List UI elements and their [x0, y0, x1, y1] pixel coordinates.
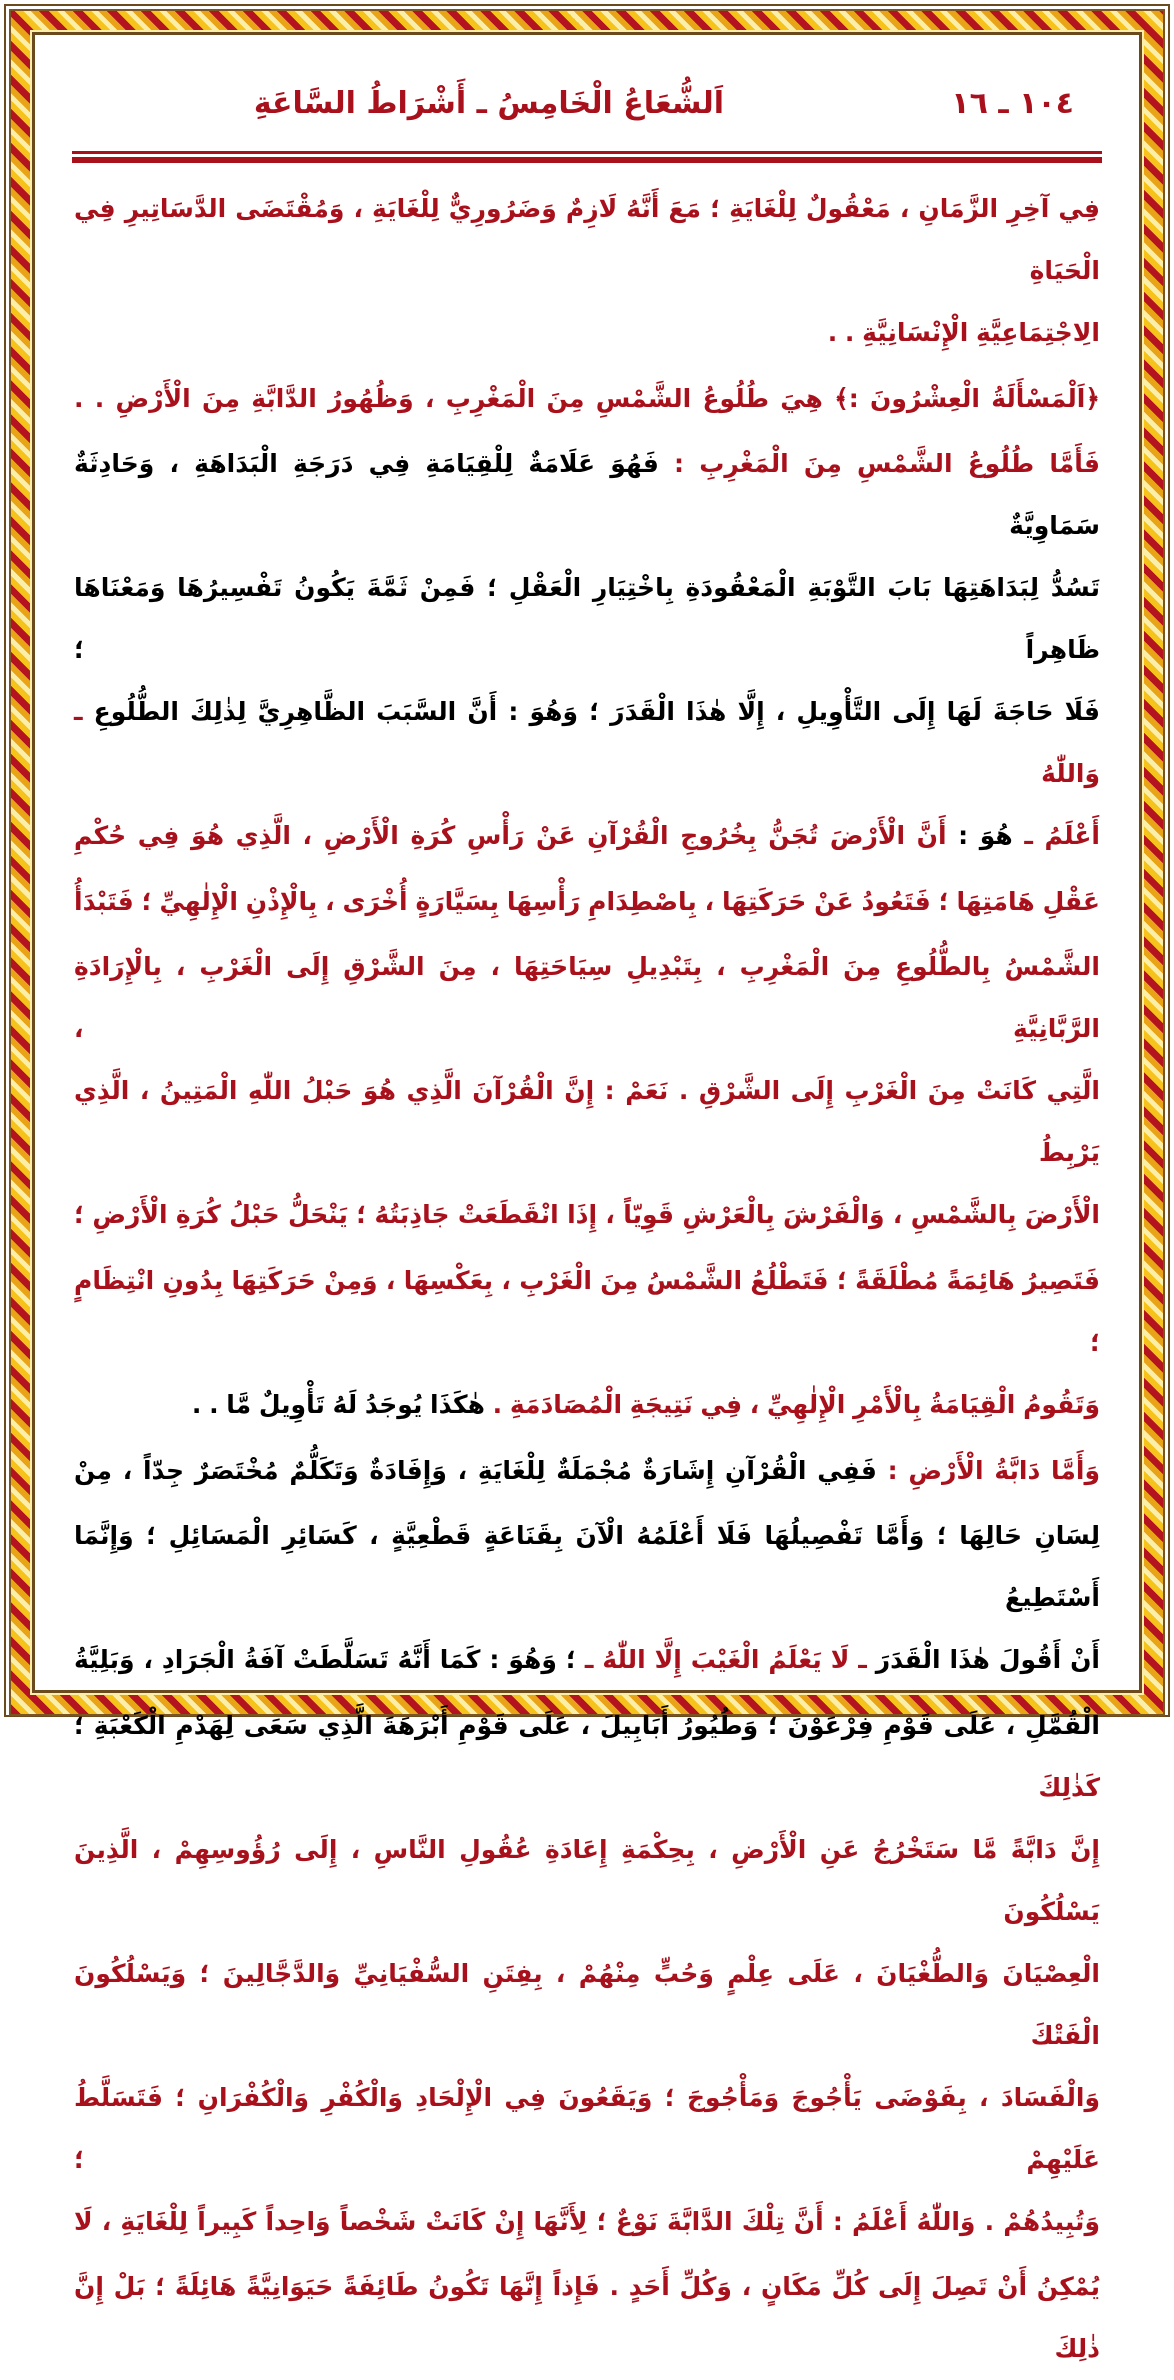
text-line [74, 433, 1100, 557]
text-line [74, 557, 1100, 681]
highlighted-text-segment: الِاجْتِمَاعِيَّةِ الْإِنْسَانِيَّةِ . . [827, 318, 1100, 347]
running-title: اَلشُّعَاعُ الْخَامِسُ ـ أَشْرَاطُ السَّاعَةِ [253, 86, 724, 121]
highlighted-text-segment: كَذٰلِكَ [1038, 1772, 1100, 1802]
text-line [74, 805, 1100, 871]
header-rule-thin [72, 151, 1102, 154]
text-line [74, 368, 1100, 434]
highlighted-text-segment: الْأَرْضَ بِالشَّمْسِ ، وَالْفَرْشَ بِالْعَرْشِ قَوِيّاً ، إِذَا انْقَطَعَتْ جَاذِبَتُهُ ؛ يَنْحَلُّ حَبْلُ كُرَةِ الْأَرْضِ ؛ [74, 1200, 1100, 1230]
highlighted-text-segment: الْعِصْيَانَ وَالطُّغْيَانَ ، عَلَى عِلْمٍ وَحُبٍّ مِنْهُمْ ، بِفِتَنِ السُّفْيَانِيِّ وَالدَّجَّالِينَ ؛ وَيَسْلُكُونَ الْفَتْكَ [74, 1958, 1100, 2050]
text-line [74, 302, 1100, 368]
highlighted-text-segment: وَأَمَّا دَابَّةُ الْأَرْضِ : [876, 1455, 1100, 1485]
highlighted-text-segment: أَنَّ الْأَرْضَ تُجَنُّ بِخُرُوجِ الْقُرْآنِ عَنْ رَأْسِ كُرَةِ الْأَرْضِ ، الَّذِي هُوَ فِي حُكْمِ [74, 821, 947, 851]
highlighted-text-segment: أَعْلَمُ ـ [1012, 821, 1100, 851]
highlighted-text-segment: الَّتِي كَانَتْ مِنَ الْغَرْبِ إِلَى الشَّرْقِ . نَعَمْ : إِنَّ الْقُرْآنَ الَّذِي هُوَ حَبْلُ اللّٰهِ الْمَتِينُ ، الَّذِي يَرْبِطُ [74, 1076, 1100, 1168]
page-number: ١٠٤ ـ ١٦ [951, 86, 1074, 121]
highlighted-text-segment: ـ لَا يَعْلَمُ الْغَيْبَ إِلَّا اللّٰهُ ـ [584, 1645, 867, 1675]
text-segment: فَفِي الْقُرْآنِ إِشَارَةٌ مُجْمَلَةٌ لِلْغَايَةِ ، وَإِفَادَةٌ وَتَكَلُّمٌ مُخْتَصَرٌ جِدّاً ، مِنْ [74, 1455, 877, 1485]
text-segment: هٰكَذَا يُوجَدُ لَهُ تَأْوِيلٌ مَّا . . [191, 1389, 485, 1419]
text-segment: هُوَ : [946, 821, 1013, 851]
text-line [74, 1184, 1100, 1250]
text-segment: فَلَا حَاجَةَ لَهَا إِلَى التَّأْوِيلِ ، إِلَّا هٰذَا الْقَدَرَ ؛ وَهُوَ : أَنَّ السَّبَبَ الظَّاهِرِيَّ لِذٰلِكَ الطُّلُوعِ [82, 697, 1100, 727]
highlighted-text-segment: إِنَّ دَابَّةً مَّا سَتَخْرُجُ عَنِ الْأَرْضِ ، بِحِكْمَةِ إِعَادَةِ عُقُولِ النَّاسِ ، إِلَى رُؤُوسِهِمْ ، الَّذِينَ يَسْلُكُونَ [74, 1834, 1100, 1926]
text-line [74, 1060, 1100, 1184]
text-line [74, 681, 1100, 805]
highlighted-text-segment: وَتَقُومُ الْقِيَامَةُ بِالْأَمْرِ الْإِلٰهِيِّ ، فِي نَتِيجَةِ الْمُصَادَمَةِ . [484, 1389, 1100, 1419]
text-line [74, 1374, 1100, 1440]
text-line [74, 1943, 1100, 2067]
header-rule-thick [72, 157, 1102, 163]
highlighted-text-segment: وَالْفَسَادَ ، بِفَوْضَى يَأْجُوجَ وَمَأْجُوجَ ؛ وَيَقَعُونَ فِي الْإِلْحَادِ وَالْكُفْرِ وَالْكُفْرَانِ ؛ فَتَسَلَّطُ عَلَيْهِمْ ؛ [74, 2082, 1100, 2174]
highlighted-text-segment: فَأَمَّا طُلُوعُ الشَّمْسِ مِنَ الْمَغْرِبِ : [658, 449, 1100, 479]
text-line [74, 1440, 1100, 1506]
text-line [74, 2067, 1100, 2191]
highlighted-text-segment: وَتُبِيدُهُمْ . وَاللّٰهُ أَعْلَمُ : أَنَّ تِلْكَ الدَّابَّةَ نَوْعٌ ؛ لِأَنَّهَا إِنْ كَانَتْ شَخْصاً وَاحِداً كَبِيراً لِلْغَايَةِ ، لَا [74, 2206, 1100, 2236]
page-header [70, 86, 1104, 136]
text-segment: فَهُوَ عَلَامَةٌ لِلْقِيَامَةِ فِي دَرَجَةِ الْبَدَاهَةِ ، وَحَادِثَةٌ سَمَاوِيَّةٌ [74, 449, 1100, 541]
text-line [74, 2256, 1100, 2380]
text-line [74, 936, 1100, 1060]
highlighted-text-segment: فَتَصِيرُ هَائِمَةً مُطْلَقَةً ؛ فَتَطْلُعُ الشَّمْسُ مِنَ الْغَرْبِ ، بِعَكْسِهَا ، وَمِنْ حَرَكَتِهَا بِدُونِ انْتِظَامٍ ؛ [74, 1265, 1100, 1357]
text-segment: ؛ وَهُوَ : كَمَا أَنَّهُ تَسَلَّطَتْ آفَةُ الْجَرَادِ ، وَبَلِيَّةُ [74, 1645, 585, 1675]
text-segment: لِسَانِ حَالِهَا ؛ وَأَمَّا تَفْصِيلُهَا فَلَا أَعْلَمُهُ الْآنَ بِقَنَاعَةٍ قَطْعِيَّةٍ ، كَسَائِرِ الْمَسَائِلِ ؛ وَإِنَّمَا أَسْتَطِيعُ [74, 1521, 1100, 1613]
highlighted-text-segment: يُمْكِنُ أَنْ تَصِلَ إِلَى كُلِّ مَكَانٍ ، وَكُلِّ أَحَدٍ . فَإِذاً إِنَّهَا تَكُونُ طَائِفَةً حَيَوَانِيَّةً هَائِلَةً ؛ بَلْ إِنَّ ذٰلِكَ [74, 2272, 1100, 2364]
text-line [74, 1250, 1100, 1374]
highlighted-text-segment: ﴿اَلْمَسْأَلَةُ الْعِشْرُونَ :﴾ هِيَ طُلُوعُ الشَّمْسِ مِنَ الْمَغْرِبِ ، وَظُهُورُ الدَّابَّةِ مِنَ الْأَرْضِ . . [74, 383, 1100, 413]
highlighted-text-segment: فِي آخِرِ الزَّمَانِ ، مَعْقُولٌ لِلْغَايَةِ ؛ مَعَ أَنَّهُ لَازِمٌ وَضَرُورِيٌّ لِلْغَايَةِ ، وَمُقْتَضَى الدَّسَاتِيرِ فِي الْحَيَاةِ [74, 194, 1100, 285]
text-segment: تَسُدُّ لِبَدَاهَتِهَا بَابَ التَّوْبَةِ الْمَعْقُودَةِ بِاخْتِيَارِ الْعَقْلِ ؛ فَمِنْ ثَمَّةَ يَكُونُ تَفْسِيرُهَا وَمَعْنَاهَا ظَاهِراً ؛ [74, 573, 1100, 665]
text-line [74, 1819, 1100, 1943]
text-segment: الْقُمَّلِ ، عَلَى قَوْمِ فِرْعَوْنَ ؛ وَطُيُورُ أَبَابِيلَ ، عَلَى قَوْمِ أَبْرَهَةَ الَّذِي سَعَى لِهَدْمِ الْكَعْبَةِ ؛ [74, 1710, 1100, 1740]
text-line [74, 1695, 1100, 1819]
text-segment: أَنْ أَقُولَ هٰذَا الْقَدَرَ [866, 1645, 1101, 1675]
text-line [74, 2191, 1100, 2257]
page-body-text [74, 178, 1100, 2380]
highlighted-text-segment: ـ وَاللّٰهُ [74, 697, 1100, 789]
text-line [74, 1505, 1100, 1629]
text-line [74, 1629, 1100, 1695]
text-line [74, 871, 1100, 937]
text-line [74, 178, 1100, 302]
highlighted-text-segment: عَقْلِ هَامَتِهَا ؛ فَتَعُودُ عَنْ حَرَكَتِهَا ، بِاصْطِدَامِ رَأْسِهَا بِسَيَّارَةٍ أُخْرَى ، بِالْإِذْنِ الْإِلٰهِيِّ ؛ فَتَبْدَأُ [74, 886, 1100, 916]
highlighted-text-segment: الشَّمْسُ بِالطُّلُوعِ مِنَ الْمَغْرِبِ ، بِتَبْدِيلِ سِيَاحَتِهَا ، مِنَ الشَّرْقِ إِلَى الْغَرْبِ ، بِالْإِرَادَةِ الرَّبَّانِيَّةِ ، [74, 952, 1100, 1044]
